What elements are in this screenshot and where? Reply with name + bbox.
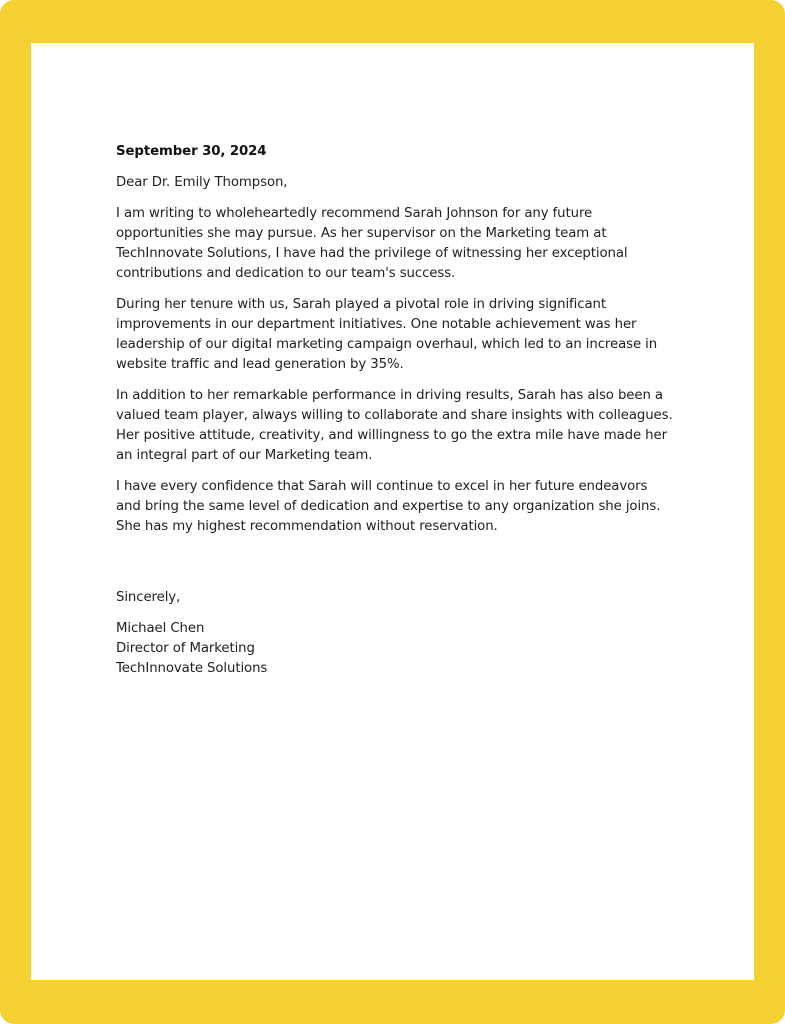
paragraph-teamwork: In addition to her remarkable performance in driving results, Sarah has also been a valued team player, always willing to collaborate and share insights with colleagues. Her positive attitude, creativity, and willingness to go the extra mile have made her an integral part of our Marketing team. xyxy=(116,388,673,463)
signer-title: Director of Marketing xyxy=(116,641,255,656)
letter-page xyxy=(31,43,754,980)
signer-company: TechInnovate Solutions xyxy=(116,661,268,676)
signer-name: Michael Chen xyxy=(116,621,205,636)
paragraph-achievements: During her tenure with us, Sarah played a pivotal role in driving significant improvements in our department initiatives. One notable achievement was her leadership of our digital marketing campaign overhaul, which led to an increase in website traffic and lead generation by 35%. xyxy=(116,297,658,372)
letter-salutation: Dear Dr. Emily Thompson, xyxy=(116,175,288,190)
letter-body xyxy=(116,142,676,679)
letter-date: September 30, 2024 xyxy=(116,144,267,159)
letter-closing: Sincerely, xyxy=(116,590,181,605)
paragraph-introduction: I am writing to wholeheartedly recommend Sarah Johnson for any future opportunities she may pursue. As her supervisor on the Marketing team at TechInnovate Solutions, I have had the privilege of witnessing her exceptional contributions and dedication to our team's success. xyxy=(116,206,628,281)
paragraph-conclusion: I have every confidence that Sarah will continue to excel in her future endeavors and bring the same level of dedication and expertise to any organization she joins. She has my highest recommendation without reservation. xyxy=(116,479,661,534)
signature-block xyxy=(116,619,676,679)
